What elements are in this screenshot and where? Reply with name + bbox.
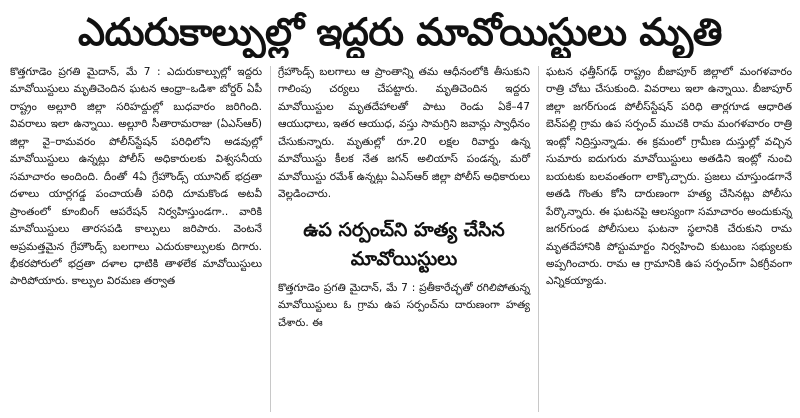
- article-paragraph-4: ఘటన ఛత్తీస్‌గఢ్ రాష్ట్రం బీజాపూర్ జిల్లాలో మంగళవారం రాత్రి చోటు చేసుకుంది. వివరాలు ఇలా ఉన్నాయి. బీజాపూర్ జిల్లా జగర్‌గుండ పోలీస్‌స్టేషన్ పరిధి తార్లగూడ ఆధారిత బెన్‌పల్లి గ్రామ ఉప సర్పంచ్ ముచకి రామ మంగళవారం రాత్రి ఇంట్లో నిద్రిస్తున్నాడు. ఈ క్రమంలో గ్రామీణ దుస్తుల్లో వచ్చిన సుమారు ఐదుగురు మావోయిస్టులు అతడిని ఇంట్లో నుంచి బయటకు బలవంతంగా లాక్కొచ్చారు. ప్రజలు చూస్తుండగానే అతడి గొంతు కోసి దారుణంగా హత్య చేసినట్లు పోలీసు పేర్కొన్నారు. ఈ ఘటనపై ఆలస్యంగా సమాచారం అందుకున్న జగర్‌గుండ పోలీసులు ఘటనా స్థలానికి చేరుకుని రామ మృతదేహానికి పోస్టుమార్టం నిర్వహించి కుటుంబ సభ్యులకు అప్పగించారు. రామ ఆ గ్రామానికి ఉప సర్పంచ్‌గా ఏకగ్రీవంగా ఎన్నికయ్యాడు.: [546, 66, 792, 288]
- sub-headline-line-1: ఉప సర్పంచ్‌ని హత్య చేసిన: [303, 218, 505, 241]
- article-column-2: [278, 64, 530, 332]
- column-divider-1: [270, 66, 271, 412]
- article-paragraph-1: కొత్తగూడెం ప్రగతి మైదాన్, మే 7 : ఎదురుకాల్పుల్లో ఇద్దరు మావోయిస్టులు మృతిచెందిన ఘటన ఆంధ్రా–ఒడిశా బోర్డర్ ఏపీ రాష్ట్రం అల్లూరి జిల్లా సరిహద్దుల్లో బుధవారం జరిగింది. వివరాలు ఇలా ఉన్నాయి. అల్లూరి సీతారామరాజు (ఏఎస్ఆర్) జిల్లా వై–రామవరం పోలీస్‌స్టేషన్ పరిధిలోని అడవుల్లో మావోయిస్టులు ఉన్నట్లు పోలీస్ అధికారులకు విశ్వసనీయ సమాచారం అందింది. దీంతో 4ఏ గ్రేహౌండ్స్ యూనిట్ భద్రతా దళాలు యార్లగడ్డ పంచాయతీ పరిధి దూమకొండ అటవీ ప్రాంతంలో కూంబింగ్ ఆపరేషన్ నిర్వహిస్తుండగా.. వారికి మావోయిస్టులు తారసపడి కాల్పులు జరిపారు. వెంటనే అప్రమత్తమైన గ్రేహౌండ్స్ బలగాలు ఎదురుకాల్పులకు దిగారు. భీకరపోరులో భద్రతా దళాల ధాటికి తాళలేక మావోయిస్టులు పారిపోయారు. కాల్పుల విరమణ తర్వాత: [10, 66, 262, 288]
- article-column-3: [546, 64, 792, 291]
- article-paragraph-3: కొత్తగూడెం ప్రగతి మైదాన్, మే 7 : ప్రతీకారేచ్ఛతో రగిలిపోతున్న మావోయిస్టులు ఓ గ్రామ ఉప సర్పంచ్‌ను దారుణంగా హత్య చేశారు. ఈ: [278, 281, 530, 329]
- column-divider-2: [538, 66, 539, 412]
- article-paragraph-2: గ్రేహౌండ్స్ బలగాలు ఆ ప్రాంతాన్ని తమ ఆధీనంలోకి తీసుకుని గాలింపు చర్యలు చేపట్టారు. మృతిచెందిన ఇద్దరు మావోయిస్టుల మృతదేహాలతో పాటు రెండు ఏకే–47 ఆయుధాలు, ఇతర ఆయుధ, వస్తు సామగ్రిని జవాన్లు స్వాధీనం చేసుకున్నారు. మృతుల్లో రూ.20 లక్షల రివార్డు ఉన్న మావోయిస్టు కీలక నేత జగన్ అలియాస్ పండన్న, మరో మావోయిస్టు రమేశ్ ఉన్నట్లు ఏఎస్ఆర్ జిల్లా పోలీస్ అధికారులు వెల్లడించారు.: [278, 66, 530, 201]
- article-column-1: [10, 64, 262, 291]
- headline: ఎదురుకాల్పుల్లో ఇద్దరు మావోయిస్టులు మృతి: [78, 10, 722, 54]
- sub-headline-line-2: మావోయిస్టులు: [350, 247, 458, 270]
- sub-headline: [278, 216, 530, 274]
